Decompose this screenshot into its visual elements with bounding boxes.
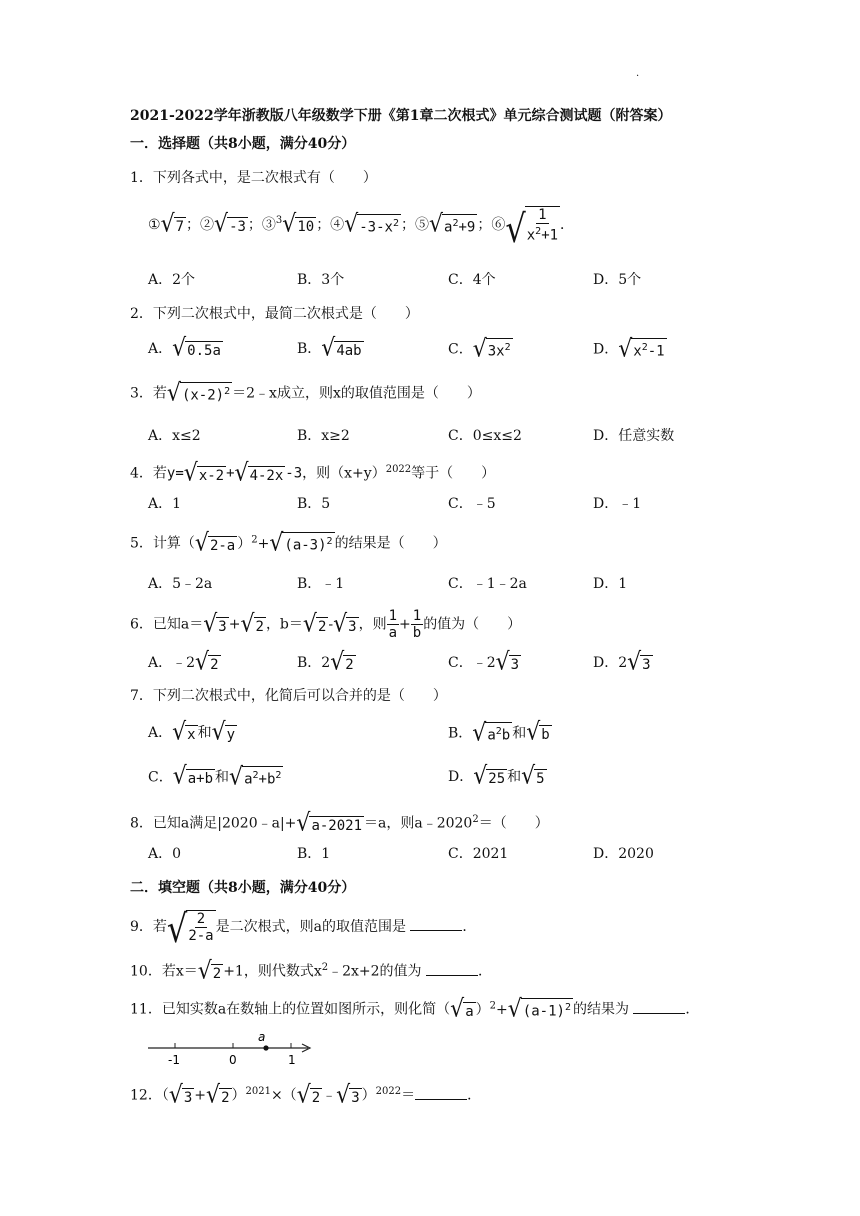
q1-option-b: B．3个 <box>297 272 345 288</box>
question-4-stem: 4．若y= √ x-2 + √ 4-2x -3，则$(x+y)^{2022}$等于（ ） <box>130 459 496 487</box>
q1-option-a: A．2个 <box>148 272 196 288</box>
q7-option-d: D． √ 25 和 √ 5 <box>448 762 545 791</box>
q4-option-c: C．﹣5 <box>448 496 496 512</box>
tick-label-1: 1 <box>288 1053 296 1067</box>
question-1-expressions: ① √ 7 ；② √ -3 ；③$^3$ √ 10 ；④ √ $-3-x^2$ ；⑤ √ $a^2+9$ ；⑥ √ $\frac{1}{x^2+1}$ ． <box>148 205 575 252</box>
q3-option-c: C．0≤x≤2 <box>448 428 522 444</box>
answer-blank-12[interactable] <box>415 1085 467 1100</box>
q3-option-b: B．x≥2 <box>297 428 350 444</box>
q8-option-c: C．2021 <box>448 846 509 862</box>
q6-option-d: D．2 √ 3 <box>593 648 651 677</box>
q8-option-d: D．2020 <box>593 846 654 862</box>
q3-option-a: A．x≤2 <box>148 428 201 444</box>
q4-option-a: A．1 <box>148 496 182 512</box>
answer-blank-10[interactable] <box>426 961 478 976</box>
page-title: 2021-2022学年浙教版八年级数学下册《第1章二次根式》单元综合测试题（附答案） <box>130 108 672 124</box>
question-1-stem: 1．下列各式中，是二次根式有（ ） <box>130 170 377 186</box>
q2-option-a: A． √ 0.5a <box>148 334 221 363</box>
q1-option-c: C．4个 <box>448 272 496 288</box>
q5-option-a: A．5﹣2a <box>148 576 213 592</box>
q4-option-d: D．﹣1 <box>593 496 642 512</box>
number-line-figure <box>140 1026 320 1070</box>
question-8-stem: 8．已知a满足|2020﹣a|+ √ a-2021 ＝a，则$a﹣2020^2=$（ ） <box>130 809 549 837</box>
corner-dot: . <box>636 68 640 79</box>
q5-option-d: D．1 <box>593 576 628 592</box>
q5-option-c: C．﹣1﹣2a <box>448 576 527 592</box>
q7-option-c: C． √ a+b 和 √ $a^2+b^2$ <box>148 763 282 791</box>
question-11-stem: 11．已知实数a在数轴上的位置如图所示，则化简（ √ a ）$^2$+ √ $(a-1)^2$ 的结果为 ． <box>130 995 700 1024</box>
q4-option-b: B．5 <box>297 496 331 512</box>
q2-option-b: B． √ 4ab <box>297 334 362 363</box>
section-heading-choice: 一．选择题（共8小题，满分40分） <box>130 136 356 152</box>
answer-blank-11[interactable] <box>633 999 685 1014</box>
q7-option-a: A． √ x 和 √ y <box>148 718 236 747</box>
q2-option-c: C． √ $3x^2$ <box>448 335 511 363</box>
question-9-stem: 9．若 √ $\frac{2}{2-a}$ 是二次根式，则a的取值范围是 ． <box>130 906 477 952</box>
question-3-stem: 3．若 √ $(x-2)^2$ ＝2﹣x成立，则x的取值范围是（ ） <box>130 379 481 407</box>
question-6-stem: 6．已知a＝ √ 3 + √ 2 ，b＝ √ 2 - √ 3 ，则 $\frac{1}{a}$ + $\frac{1}{b}$ 的值为（ ） <box>130 608 522 641</box>
question-5-stem: 5．计算（ √ 2-a ）$^2$+ √ $(a-3)^2$ 的结果是（ ） <box>130 529 447 558</box>
question-7-stem: 7．下列二次根式中，化简后可以合并的是（ ） <box>130 688 447 704</box>
q8-option-a: A．0 <box>148 846 182 862</box>
question-2-stem: 2．下列二次根式中，最简二次根式是（ ） <box>130 306 419 322</box>
tick-label-0: 0 <box>229 1053 237 1067</box>
question-10-stem: 10．若x＝ √ 2 +1，则代数式$x^2﹣2x+2$的值为 ． <box>130 957 493 985</box>
q6-option-c: C．﹣2 √ 3 <box>448 648 520 677</box>
answer-blank-9[interactable] <box>410 916 462 931</box>
q1-option-d: D．5个 <box>593 272 642 288</box>
q7-option-b: B． √ $a^2b$ 和 √ b <box>448 719 550 747</box>
q6-option-b: B．2 √ 2 <box>297 648 354 677</box>
question-12-stem: 12．（ √ 3 + √ 2 ）$^{2021}$×（ √ 2 ﹣ √ 3 ）$^{2022}$＝ ． <box>130 1081 482 1109</box>
point-a-label: a <box>258 1030 266 1044</box>
q3-option-d: D．任意实数 <box>593 428 675 444</box>
q6-option-a: A．﹣2 √ 2 <box>148 648 219 677</box>
q8-option-b: B．1 <box>297 846 331 862</box>
point-a <box>263 1045 268 1050</box>
q5-option-b: B．﹣1 <box>297 576 345 592</box>
tick-label-minus-1: -1 <box>168 1053 180 1067</box>
section-heading-fill: 二．填空题（共8小题，满分40分） <box>130 880 356 896</box>
q2-option-d: D． √ $x^2-1$ <box>593 335 665 363</box>
